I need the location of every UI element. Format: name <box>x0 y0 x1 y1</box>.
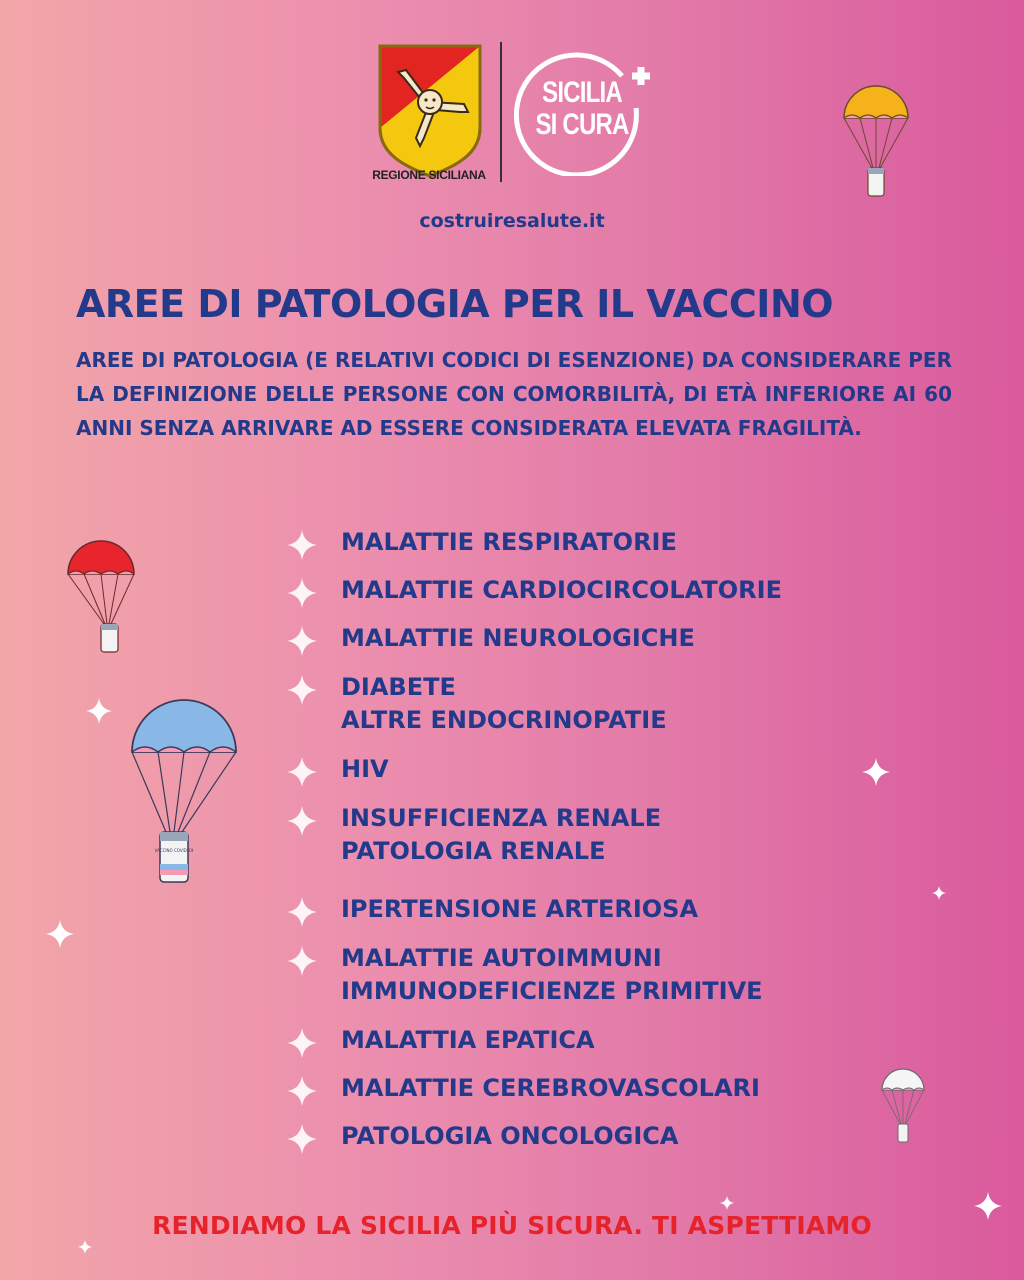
parachute-vaccine-icon <box>66 538 136 656</box>
sparkle-star-icon <box>932 886 946 900</box>
list-item-line-1: DIABETE <box>341 673 456 701</box>
list-item-label: MALATTIE NEUROLOGICHE <box>341 624 695 652</box>
header-divider <box>500 42 502 182</box>
list-item <box>288 622 908 671</box>
sparkle-star-icon <box>287 1124 317 1154</box>
list-item-line-2: PATOLOGIA RENALE <box>341 837 606 865</box>
list-item-label: IPERTENSIONE ARTERIOSA <box>341 895 699 923</box>
pathology-list <box>288 526 908 1160</box>
list-item-line-2: ALTRE ENDOCRINOPATIE <box>341 706 667 734</box>
list-item-label <box>341 802 661 868</box>
list-item-line-1: MALATTIE AUTOIMMUNI <box>341 944 662 972</box>
sicilia-si-cura-logo-icon <box>514 46 650 176</box>
list-item <box>288 802 908 893</box>
list-item-label: MALATTIA EPATICA <box>341 1026 595 1054</box>
list-item-label: PATOLOGIA ONCOLOGICA <box>341 1122 679 1150</box>
sparkle-star-icon <box>287 946 317 976</box>
sparkle-star-icon <box>287 675 317 705</box>
list-item-label: HIV <box>341 755 389 783</box>
list-item-label: MALATTIE CEREBROVASCOLARI <box>341 1074 760 1102</box>
sparkle-star-icon <box>862 758 890 786</box>
parachute-vaccine-icon <box>130 696 238 886</box>
sparkle-star-icon <box>287 757 317 787</box>
footer-slogan: RENDIAMO LA SICILIA PIÙ SICURA. TI ASPETTIAMO <box>152 1211 872 1240</box>
sparkle-star-icon <box>46 920 74 948</box>
list-item-label: MALATTIE RESPIRATORIE <box>341 528 677 556</box>
page-title: AREE DI PATOLOGIA PER IL VACCINO <box>76 282 834 326</box>
website-link[interactable]: costruiresalute.it <box>419 210 605 232</box>
sparkle-star-icon <box>287 1076 317 1106</box>
sparkle-star-icon <box>287 578 317 608</box>
list-item <box>288 526 908 574</box>
list-item <box>288 1072 908 1120</box>
sparkle-star-icon <box>78 1240 92 1254</box>
list-item-line-1: INSUFFICIENZA RENALE <box>341 804 662 832</box>
sparkle-star-icon <box>287 897 317 927</box>
list-item <box>288 893 908 942</box>
regione-siciliana-crest-icon <box>376 42 484 184</box>
list-item-label <box>341 942 763 1008</box>
list-item <box>288 671 908 753</box>
sparkle-star-icon <box>287 806 317 836</box>
list-item-line-2: IMMUNODEFICIENZE PRIMITIVE <box>341 977 763 1005</box>
list-item <box>288 1024 908 1072</box>
intro-paragraph: AREE DI PATOLOGIA (E RELATIVI CODICI DI ESENZIONE) DA CONSIDERARE PER LA DEFINIZIONE DELLE PERSONE CON COMORBILITÀ, DI ETÀ INFERIORE AI 60 ANNI SENZA ARRIVARE AD ESSERE CONSIDERATA ELEVATA FRAGILITÀ. <box>76 348 952 440</box>
sparkle-star-icon <box>287 626 317 656</box>
brand-line-2: SI CURA <box>535 108 629 141</box>
parachute-vaccine-icon <box>842 84 910 198</box>
crest-caption: REGIONE SICILIANA <box>372 168 486 182</box>
sparkle-star-icon <box>287 1028 317 1058</box>
brand-line-1: SICILIA <box>542 76 622 109</box>
list-item <box>288 574 908 622</box>
list-item <box>288 942 908 1024</box>
list-item <box>288 1120 908 1160</box>
sparkle-star-icon <box>974 1192 1002 1220</box>
sparkle-star-icon <box>86 698 112 724</box>
sparkle-star-icon <box>287 530 317 560</box>
vial-label: VACCINO COVID-19 <box>154 848 194 853</box>
sparkle-star-icon <box>720 1196 734 1210</box>
list-item-label: MALATTIE CARDIOCIRCOLATORIE <box>341 576 782 604</box>
list-item-label <box>341 671 667 737</box>
parachute-vaccine-icon <box>880 1066 926 1144</box>
list-item <box>288 753 908 802</box>
